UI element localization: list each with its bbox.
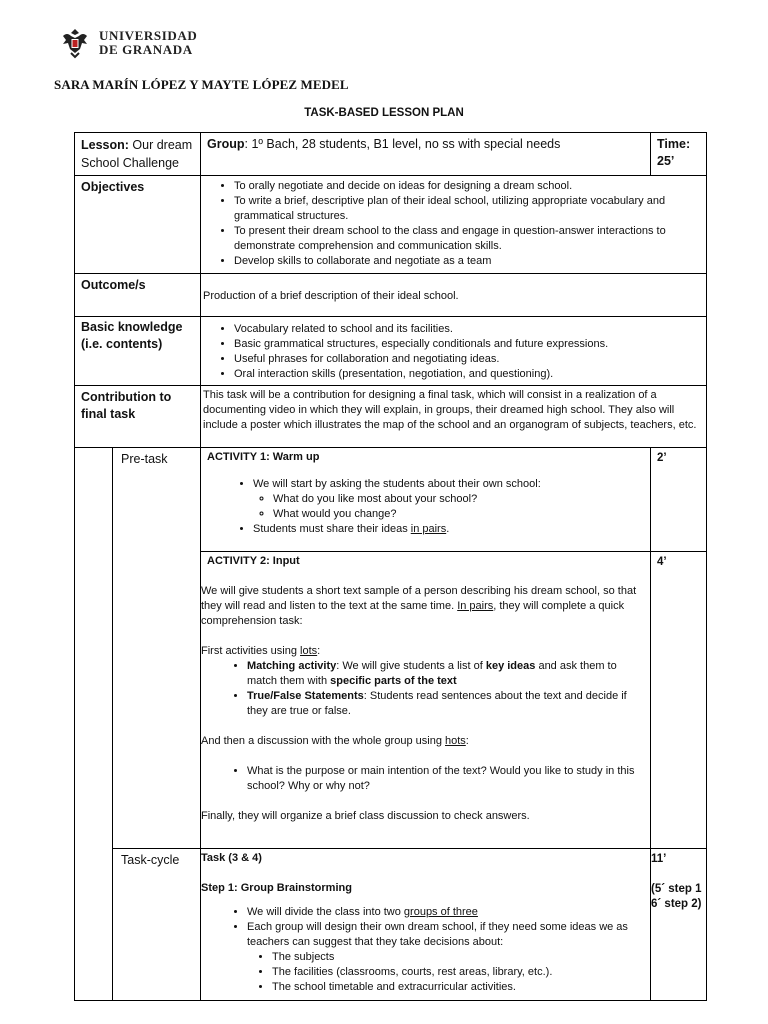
objectives-list bbox=[207, 179, 698, 269]
outcome-text: Production of a brief description of their ideal school. bbox=[203, 290, 459, 302]
basic-knowledge-cell bbox=[201, 317, 707, 386]
activity2-lots: First activities using lots: bbox=[201, 645, 321, 657]
content-item: • Useful phrases for collaboration and negotiating ideas. bbox=[234, 352, 698, 367]
outcome-cell bbox=[201, 274, 707, 317]
activity2-hots: And then a discussion with the whole group using hots: bbox=[201, 735, 469, 747]
university-name-line2: DE GRANADA bbox=[99, 42, 193, 57]
authors: SARA MARÍN LÓPEZ Y MAYTE LÓPEZ MEDEL bbox=[54, 77, 349, 92]
objectives-cell bbox=[201, 176, 707, 274]
activity2-time: 4’ bbox=[651, 552, 707, 849]
task-cycle-row bbox=[75, 849, 707, 1001]
activity2-title: ACTIVITY 2: Input bbox=[207, 555, 300, 567]
time-note-step1: (5´ step 1 bbox=[651, 883, 702, 895]
step1-list bbox=[201, 905, 648, 995]
granada-crest-icon bbox=[57, 26, 93, 60]
activity2-lots-list bbox=[201, 659, 648, 719]
outcome-row bbox=[75, 274, 707, 317]
step1-bullet: • We will divide the class into two groups of three bbox=[247, 905, 648, 920]
lesson-value: Our dream School Challenge bbox=[81, 138, 193, 170]
activity1-question: ◦ What do you like most about your school? bbox=[273, 492, 644, 507]
stage-spacer bbox=[75, 448, 113, 1001]
lesson-row bbox=[75, 133, 707, 176]
decision-item: • The subjects bbox=[272, 950, 648, 965]
activity2-hots-list bbox=[201, 764, 648, 794]
decision-item: • The school timetable and extracurricular activities. bbox=[272, 980, 648, 995]
content-item: • Basic grammatical structures, especially conditionals and future expressions. bbox=[234, 337, 698, 352]
matching-activity-item: • Matching activity: We will give students a list of key ideas and ask them to match them with specific parts of the text bbox=[247, 659, 648, 689]
lesson-cell bbox=[75, 133, 201, 176]
group-value: : 1º Bach, 28 students, B1 level, no ss with special needs bbox=[244, 137, 561, 151]
contents-label: (i.e. contents) bbox=[81, 337, 163, 351]
basic-knowledge-label: Basic knowledge bbox=[81, 320, 183, 334]
activity1-bullet: • We will start by asking the students about their own school: ◦ What do you like most about your school? ◦ What would you change? bbox=[253, 477, 644, 522]
content-item: • Vocabulary related to school and its facilities. bbox=[234, 322, 698, 337]
activity1-question: ◦ What would you change? bbox=[273, 507, 644, 522]
time-cell bbox=[651, 133, 707, 176]
step1-bullet: • Each group will design their own dream school, if they need some ideas we as teachers can suggest that they take decisions about: • The subjects • The facilities (classrooms, courts, rest areas, library, etc.). • The school timetable and extracurricular activities. bbox=[247, 920, 648, 995]
activity1-cell bbox=[201, 448, 651, 552]
basic-knowledge-list bbox=[207, 322, 698, 382]
task-cycle-cell bbox=[201, 849, 651, 1001]
task-title: Task (3 & 4) bbox=[201, 852, 262, 864]
task-cycle-label: Task-cycle bbox=[113, 849, 201, 1001]
contribution-label: Contribution to final task bbox=[75, 386, 201, 448]
basic-knowledge-label-cell bbox=[75, 317, 201, 386]
basic-knowledge-row bbox=[75, 317, 707, 386]
activity2-intro: We will give students a short text sample of a person describing his dream school, so that they will read and listen to the text at the same time. In pairs, they will complete a quick comprehension task: bbox=[201, 585, 637, 627]
activity2-final: Finally, they will organize a brief class discussion to check answers. bbox=[201, 810, 530, 822]
outcome-label: Outcome/s bbox=[75, 274, 201, 317]
true-false-item: • True/False Statements: Students read sentences about the text and decide if they are true or false. bbox=[247, 689, 648, 719]
objective-item: • Develop skills to collaborate and negotiate as a team bbox=[234, 254, 698, 269]
activity1-bullet: • Students must share their ideas in pairs. bbox=[253, 522, 644, 537]
lesson-plan-table bbox=[74, 132, 707, 1001]
activity1-title: ACTIVITY 1: Warm up bbox=[207, 451, 320, 463]
time-value: 25’ bbox=[657, 154, 675, 168]
time-note-step2: 6´ step 2) bbox=[651, 898, 702, 910]
task-cycle-time: 11’ bbox=[651, 853, 667, 865]
document-title: TASK-BASED LESSON PLAN bbox=[304, 107, 464, 119]
objective-item: • To write a brief, descriptive plan of their ideal school, utilizing appropriate vocabulary and grammatical structures. bbox=[234, 194, 698, 224]
objectives-label: Objectives bbox=[75, 176, 201, 274]
time-label: Time: bbox=[657, 137, 691, 151]
activity2-cell bbox=[201, 552, 651, 849]
step1-title: Step 1: Group Brainstorming bbox=[201, 882, 352, 894]
decision-item: • The facilities (classrooms, courts, rest areas, library, etc.). bbox=[272, 965, 648, 980]
objective-item: • To orally negotiate and decide on ideas for designing a dream school. bbox=[234, 179, 698, 194]
university-logo bbox=[57, 26, 197, 60]
activity1-list bbox=[207, 477, 644, 537]
activity1-sublist bbox=[253, 492, 644, 522]
task-cycle-time-cell bbox=[651, 849, 707, 1001]
university-name-line1: UNIVERSIDAD bbox=[99, 28, 198, 43]
contribution-row bbox=[75, 386, 707, 448]
pretask-label: Pre-task bbox=[113, 448, 201, 849]
objectives-row bbox=[75, 176, 707, 274]
group-cell bbox=[201, 133, 651, 176]
contribution-cell bbox=[201, 386, 707, 448]
content-item: • Oral interaction skills (presentation, negotiation, and questioning). bbox=[234, 367, 698, 382]
decision-list bbox=[247, 950, 648, 995]
pretask-activity1-row bbox=[75, 448, 707, 552]
objective-item: • To present their dream school to the class and engage in question-answer interactions to demonstrate comprehension and communication skills. bbox=[234, 224, 698, 254]
activity1-time: 2’ bbox=[651, 448, 707, 552]
contribution-text: This task will be a contribution for designing a final task, which will consist in a realization of a documenting video in which they will explain, in groups, their dreamed high school. They also will include a poster which illustrates the map of the school and an organogram of subjects, teachers, etc. bbox=[203, 389, 697, 431]
lesson-label: Lesson: bbox=[81, 138, 129, 152]
discussion-question: • What is the purpose or main intention of the text? Would you like to study in this school? Why or why not? bbox=[247, 764, 648, 794]
group-label: Group bbox=[207, 137, 245, 151]
